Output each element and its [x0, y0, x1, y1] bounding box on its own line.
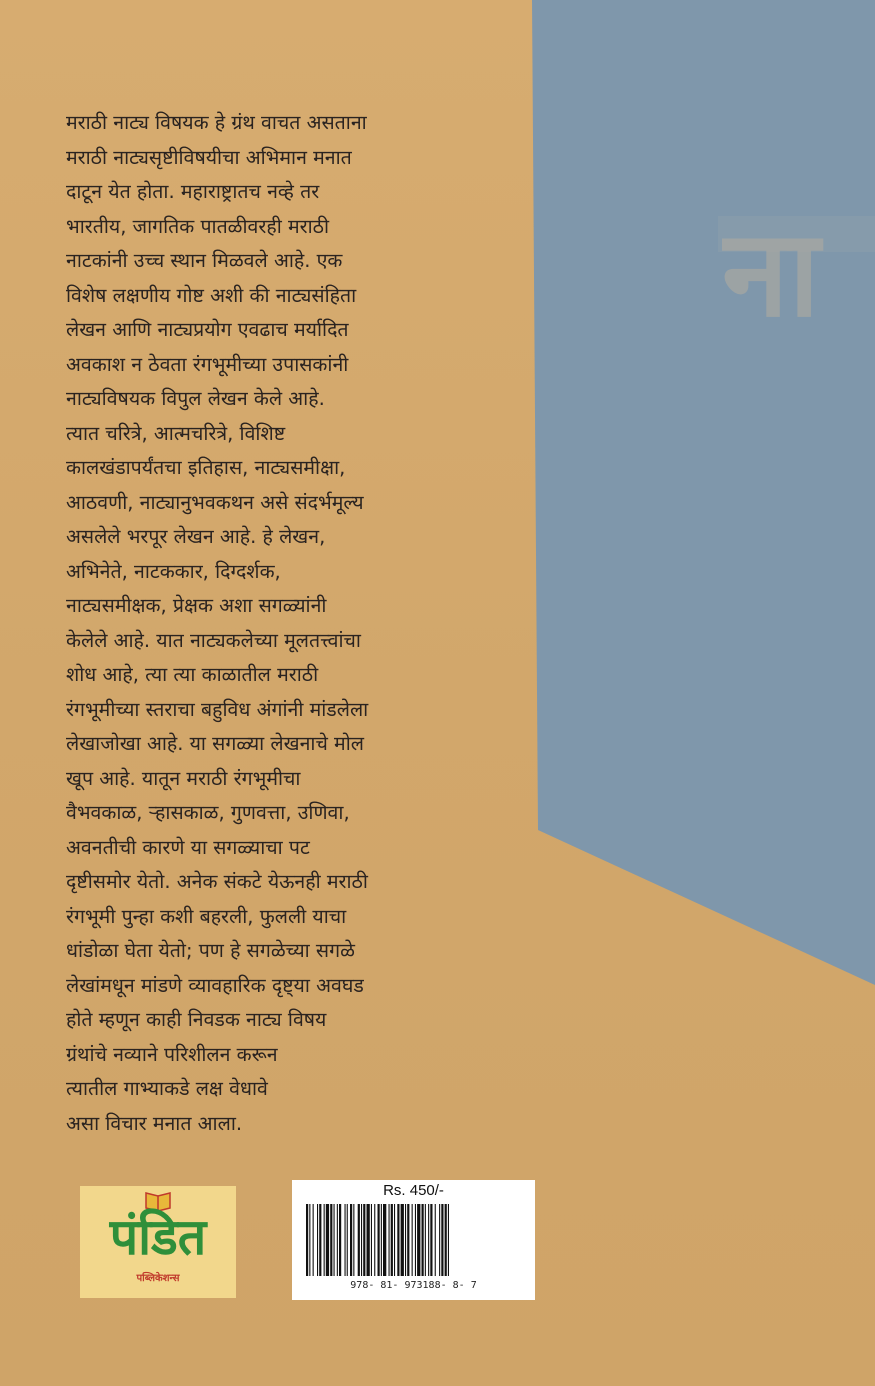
blurb-line: दाटून येत होता. महाराष्ट्रातच नव्हे तर [66, 180, 320, 203]
blurb-line: लेखांमधून मांडणे व्यावहारिक दृष्ट्या अवघड [66, 973, 364, 997]
blue-panel-shape [532, 0, 875, 985]
blurb-line: दृष्टीसमोर येतो. अनेक संकटे येऊनही मराठी [66, 870, 368, 893]
barcode-bar [317, 1204, 318, 1276]
isbn-text: 978- 81- 973188- 8- 7 [350, 1280, 477, 1291]
barcode-bar [405, 1204, 406, 1276]
barcode-bar [415, 1204, 416, 1276]
blurb-line: भारतीय, जागतिक पातळीवरही मराठी [66, 214, 330, 238]
barcode-bar [350, 1204, 352, 1276]
barcode-bar [394, 1204, 395, 1276]
barcode-label [292, 1180, 535, 1300]
barcode-bar [401, 1204, 404, 1276]
barcode-bar [345, 1204, 346, 1276]
blurb-line: वैभवकाळ, ऱ्हासकाळ, गुणवत्ता, उणिवा, [66, 801, 350, 824]
price-text: Rs. 450/- [383, 1182, 444, 1199]
barcode-bar [339, 1204, 341, 1276]
barcode-bar [422, 1204, 424, 1276]
barcode-bar [435, 1204, 436, 1276]
barcode-bar [397, 1204, 399, 1276]
barcode-bar [306, 1204, 308, 1276]
barcode-bar [412, 1204, 413, 1276]
barcode-bar [324, 1204, 325, 1276]
blurb-line: नाट्यविषयक विपुल लेखन केले आहे. [66, 387, 325, 410]
blurb-line: मराठी नाट्य विषयक हे ग्रंथ वाचत असताना [66, 111, 367, 134]
barcode-bar [439, 1204, 440, 1276]
barcode-bar [391, 1204, 393, 1276]
partial-title-text: ना [722, 205, 820, 344]
barcode-bar [334, 1204, 335, 1276]
barcode-bar [383, 1204, 386, 1276]
barcode-bar [381, 1204, 382, 1276]
barcode-bar [319, 1204, 321, 1276]
blurb-line: केलेले आहे. यात नाट्यकलेच्या मूलतत्त्वांचा [66, 628, 361, 652]
barcode-bar [330, 1204, 332, 1276]
blurb-line: अवकाश न ठेवता रंगभूमीच्या उपासकांनी [66, 352, 349, 376]
barcode-icon [306, 1204, 521, 1276]
barcode-bar [361, 1204, 362, 1276]
blurb-line: मराठी नाट्यसृष्टीविषयीचा अभिमान मनात [66, 145, 352, 169]
barcode-bar [309, 1204, 310, 1276]
barcode-bar [374, 1204, 375, 1276]
blurb-line: खूप आहे. यातून मराठी रंगभूमीचा [66, 766, 301, 790]
blurb-line: नाटकांनी उच्च स्थान मिळवले आहे. एक [66, 249, 343, 272]
barcode-bar [358, 1204, 360, 1276]
blurb-line: धांडोळा घेता येतो; पण हे सगळेच्या सगळे [66, 939, 355, 962]
barcode-bar [430, 1204, 432, 1276]
blurb-line: लेखन आणि नाट्यप्रयोग एवढाच मर्यादित [66, 318, 349, 341]
blurb-line: लेखाजोखा आहे. या सगळ्या लेखनाचे मोल [66, 732, 364, 755]
publisher-subtext: पब्लिकेशन्स [136, 1273, 180, 1284]
barcode-bar [428, 1204, 429, 1276]
barcode-bar [353, 1204, 354, 1276]
barcode-bar [363, 1204, 365, 1276]
barcode-bar [371, 1204, 372, 1276]
barcode-bar [445, 1204, 447, 1276]
blurb-line: रंगभूमी पुन्हा कशी बहरली, फुलली याचा [66, 904, 347, 928]
blurb-line: त्यातील गाभ्याकडे लक्ष वेधावे [66, 1077, 268, 1100]
publisher-name: पंडित [109, 1208, 207, 1266]
blurb-line: त्यात चरित्रे, आत्मचरित्रे, विशिष्ट [66, 421, 286, 445]
blurb-line: असलेले भरपूर लेखन आहे. हे लेखन, [66, 525, 326, 548]
blurb-line: अवनतीची कारणे या सगळ्याचा पट [66, 835, 310, 859]
blurb-line: होते म्हणून काही निवडक नाट्य विषय [66, 1008, 327, 1031]
barcode-bar [389, 1204, 390, 1276]
barcode-bar [326, 1204, 329, 1276]
blurb-line: आठवणी, नाट्यानुभवकथन असे संदर्भमूल्य [66, 490, 364, 514]
barcode-bar [448, 1204, 449, 1276]
barcode-bar [313, 1204, 314, 1276]
barcode-bar [337, 1204, 338, 1276]
blurb-text [66, 106, 536, 1141]
barcode-bar [441, 1204, 443, 1276]
barcode-bar [347, 1204, 348, 1276]
barcode-bar [378, 1204, 380, 1276]
blurb-line: शोध आहे, त्या त्या काळातील मराठी [66, 663, 319, 686]
barcode-bar [407, 1204, 409, 1276]
blurb-line: असा विचार मनात आला. [66, 1111, 243, 1135]
blurb-line: विशेष लक्षणीय गोष्ट अशी की नाट्यसंहिता [66, 283, 357, 307]
blurb-line: कालखंडापर्यंतचा इतिहास, नाट्यसमीक्षा, [66, 456, 346, 479]
barcode-bar [425, 1204, 426, 1276]
barcode-bar [417, 1204, 420, 1276]
blurb-line: नाट्यसमीक्षक, प्रेक्षक अशा सगळ्यांनी [66, 594, 327, 617]
blurb-line: रंगभूमीच्या स्तराचा बहुविध अंगांनी मांडलेला [66, 697, 369, 721]
blurb-line: ग्रंथांचे नव्याने परिशीलन करून [66, 1042, 278, 1066]
blurb-line: अभिनेते, नाटककार, दिग्दर्शक, [66, 559, 281, 583]
publisher-logo [80, 1186, 236, 1298]
barcode-bar [367, 1204, 370, 1276]
